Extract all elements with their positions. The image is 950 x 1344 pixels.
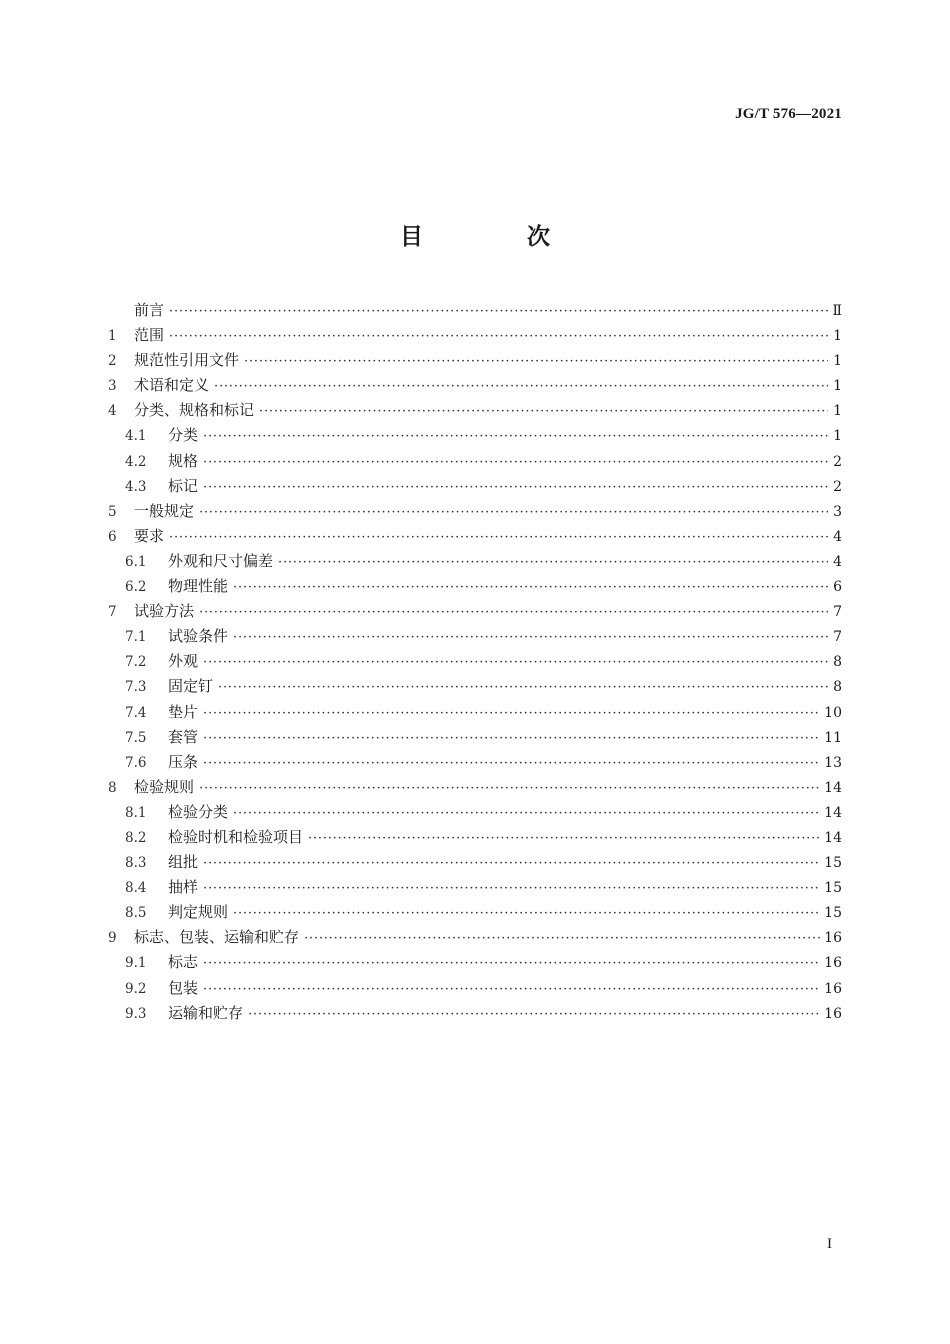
toc-entry-page: 15 (824, 855, 842, 872)
toc-subentry[interactable] (108, 649, 842, 674)
toc-entry[interactable] (108, 775, 842, 800)
toc-leader-dots (233, 625, 828, 650)
toc-subentry[interactable] (108, 474, 842, 499)
toc-entry-label: 物理性能 (168, 577, 229, 596)
toc-leader-dots (218, 675, 828, 700)
page-number: I (827, 1236, 832, 1252)
toc-subentry[interactable] (108, 674, 842, 699)
toc-entry-number: 7.3 (125, 679, 147, 696)
toc-entry[interactable] (108, 373, 842, 398)
toc-entry-label: 检验时机和检验项目 (168, 827, 304, 846)
toc-entry[interactable] (108, 298, 842, 323)
toc-subentry[interactable] (108, 976, 842, 1001)
toc-entry-label: 组批 (168, 853, 199, 872)
toc-entry-number: 7.4 (125, 704, 147, 721)
toc-entry-number: 7.1 (125, 629, 147, 646)
toc-entry-label: 试验方法 (134, 602, 195, 621)
toc-entry-page: 14 (824, 779, 842, 796)
toc-subentry[interactable] (108, 850, 842, 875)
toc-entry-number: 5 (108, 503, 117, 520)
toc-entry-number: 9.2 (125, 980, 147, 997)
toc-entry-number: 9.3 (125, 1005, 147, 1022)
toc-entry[interactable] (108, 524, 842, 549)
toc-entry-label: 术语和定义 (134, 376, 210, 395)
toc-entry-number: 7.6 (125, 754, 147, 771)
toc-entry-page: 16 (824, 1005, 842, 1022)
toc-subentry[interactable] (108, 700, 842, 725)
toc-entry-page: 16 (824, 980, 842, 997)
toc-subentry[interactable] (108, 825, 842, 850)
toc-entry-label: 包装 (168, 978, 199, 997)
toc-entry-page: 14 (824, 829, 842, 846)
toc-entry-label: 范围 (134, 326, 165, 345)
toc-leader-dots (199, 776, 820, 801)
toc-entry-number: 8 (108, 779, 117, 796)
page-title: 目 次 (399, 224, 598, 250)
toc-entry[interactable] (108, 925, 842, 950)
toc-entry-label: 要求 (134, 526, 165, 545)
toc-subentry[interactable] (108, 900, 842, 925)
toc-entry[interactable] (108, 398, 842, 423)
toc-entry-page: 1 (833, 428, 842, 445)
toc-entry-label: 规范性引用文件 (134, 351, 240, 370)
toc-subentry[interactable] (108, 725, 842, 750)
toc-entry-label: 规格 (168, 451, 199, 470)
toc-leader-dots (308, 826, 820, 851)
toc-entry-number: 8.5 (125, 905, 147, 922)
toc-leader-dots (203, 977, 820, 1002)
toc-leader-dots (233, 801, 820, 826)
toc-entry-label: 判定规则 (168, 903, 229, 922)
toc-entry-label: 试验条件 (168, 627, 229, 646)
toc-entry-label: 标志 (168, 953, 199, 972)
toc-entry[interactable] (108, 323, 842, 348)
toc-subentry[interactable] (108, 423, 842, 448)
toc-entry-page: Ⅱ (832, 303, 842, 319)
toc-entry-number: 3 (108, 378, 117, 395)
toc-leader-dots (199, 600, 828, 625)
toc-entry-label: 外观和尺寸偏差 (168, 551, 274, 570)
toc-subentry[interactable] (108, 875, 842, 900)
toc-entry-page: 4 (833, 528, 842, 545)
toc-entry-page: 6 (833, 579, 842, 596)
toc-subentry[interactable] (108, 950, 842, 975)
toc-entry-page: 7 (833, 604, 842, 621)
toc-subentry[interactable] (108, 750, 842, 775)
toc-entry-page: 1 (833, 378, 842, 395)
toc-leader-dots (304, 926, 820, 951)
toc-entry-label: 分类 (168, 426, 199, 445)
toc-entry-label: 垫片 (168, 702, 199, 721)
toc-leader-dots (203, 726, 820, 751)
toc-leader-dots (203, 851, 820, 876)
toc-entry-page: 8 (833, 654, 842, 671)
toc-entry-label: 一般规定 (134, 501, 195, 520)
toc-entry-page: 15 (824, 880, 842, 897)
toc-leader-dots (203, 876, 820, 901)
toc-entry-label: 压条 (168, 752, 199, 771)
toc-leader-dots (203, 450, 828, 475)
toc-entry-number: 9 (108, 930, 117, 947)
toc-entry-page: 14 (824, 804, 842, 821)
toc-entry-number: 8.2 (125, 829, 147, 846)
toc-entry-number: 7.5 (125, 729, 147, 746)
toc-entry-label: 固定钉 (168, 677, 214, 696)
toc-entry-number: 8.4 (125, 880, 147, 897)
toc-entry-page: 16 (824, 955, 842, 972)
standard-number: JG/T 576—2021 (735, 106, 842, 122)
toc-leader-dots (199, 500, 828, 525)
toc-entry-number: 9.1 (125, 955, 147, 972)
toc-subentry[interactable] (108, 574, 842, 599)
toc-entry-page: 2 (833, 453, 842, 470)
toc-entry-label: 运输和贮存 (168, 1003, 244, 1022)
toc-entry[interactable] (108, 348, 842, 373)
toc-entry-number: 8.1 (125, 804, 147, 821)
toc-leader-dots (259, 399, 828, 424)
toc-subentry[interactable] (108, 624, 842, 649)
toc-entry-page: 13 (824, 754, 842, 771)
toc-entry-number: 6.2 (125, 579, 147, 596)
toc-subentry[interactable] (108, 800, 842, 825)
toc-entry-number: 4.1 (125, 428, 147, 445)
toc-entry-page: 15 (824, 905, 842, 922)
toc-entry-page: 1 (833, 328, 842, 345)
toc-entry-number: 1 (108, 328, 117, 345)
toc-leader-dots (248, 1002, 820, 1027)
toc-entry-label: 分类、规格和标记 (134, 401, 255, 420)
toc-subentry[interactable] (108, 1001, 842, 1026)
toc-leader-dots (169, 324, 828, 349)
toc-entry-page: 16 (824, 930, 842, 947)
toc-entry[interactable] (108, 599, 842, 624)
toc-subentry[interactable] (108, 549, 842, 574)
toc-entry-number: 4.3 (125, 478, 147, 495)
toc-leader-dots (203, 424, 828, 449)
toc-entry-number: 6.1 (125, 553, 147, 570)
toc-leader-dots (278, 550, 828, 575)
toc-entry-label: 抽样 (168, 878, 199, 897)
toc-leader-dots (233, 901, 820, 926)
table-of-contents (108, 298, 842, 1026)
toc-entry-label: 套管 (168, 727, 199, 746)
toc-entry-label: 标志、包装、运输和贮存 (134, 928, 300, 947)
toc-leader-dots (169, 525, 828, 550)
toc-entry-number: 8.3 (125, 855, 147, 872)
toc-entry-label: 前言 (134, 301, 165, 319)
toc-leader-dots (203, 475, 828, 500)
toc-entry-page: 1 (833, 403, 842, 420)
toc-entry-number: 7.2 (125, 654, 147, 671)
toc-entry-label: 检验规则 (134, 777, 195, 796)
toc-leader-dots (203, 650, 828, 675)
toc-entry-page: 11 (824, 729, 842, 746)
toc-entry-page: 3 (833, 503, 842, 520)
toc-leader-dots (214, 374, 828, 399)
toc-entry-label: 标记 (168, 476, 199, 495)
toc-entry-number: 4.2 (125, 453, 147, 470)
toc-leader-dots (203, 951, 820, 976)
toc-entry-page: 10 (824, 704, 842, 721)
toc-entry-number: 7 (108, 604, 117, 621)
toc-entry-number: 4 (108, 403, 117, 420)
toc-leader-dots (203, 751, 820, 776)
toc-leader-dots (169, 299, 828, 324)
toc-leader-dots (233, 575, 828, 600)
toc-entry[interactable] (108, 499, 842, 524)
toc-leader-dots (244, 349, 828, 374)
toc-entry-page: 2 (833, 478, 842, 495)
toc-entry-page: 7 (833, 629, 842, 646)
toc-leader-dots (203, 701, 820, 726)
toc-entry-number: 6 (108, 528, 117, 545)
toc-entry-page: 8 (833, 679, 842, 696)
toc-entry-label: 检验分类 (168, 802, 229, 821)
toc-entry-page: 4 (833, 553, 842, 570)
toc-entry-label: 外观 (168, 652, 199, 671)
toc-subentry[interactable] (108, 449, 842, 474)
toc-entry-number: 2 (108, 353, 117, 370)
toc-entry-page: 1 (833, 353, 842, 370)
